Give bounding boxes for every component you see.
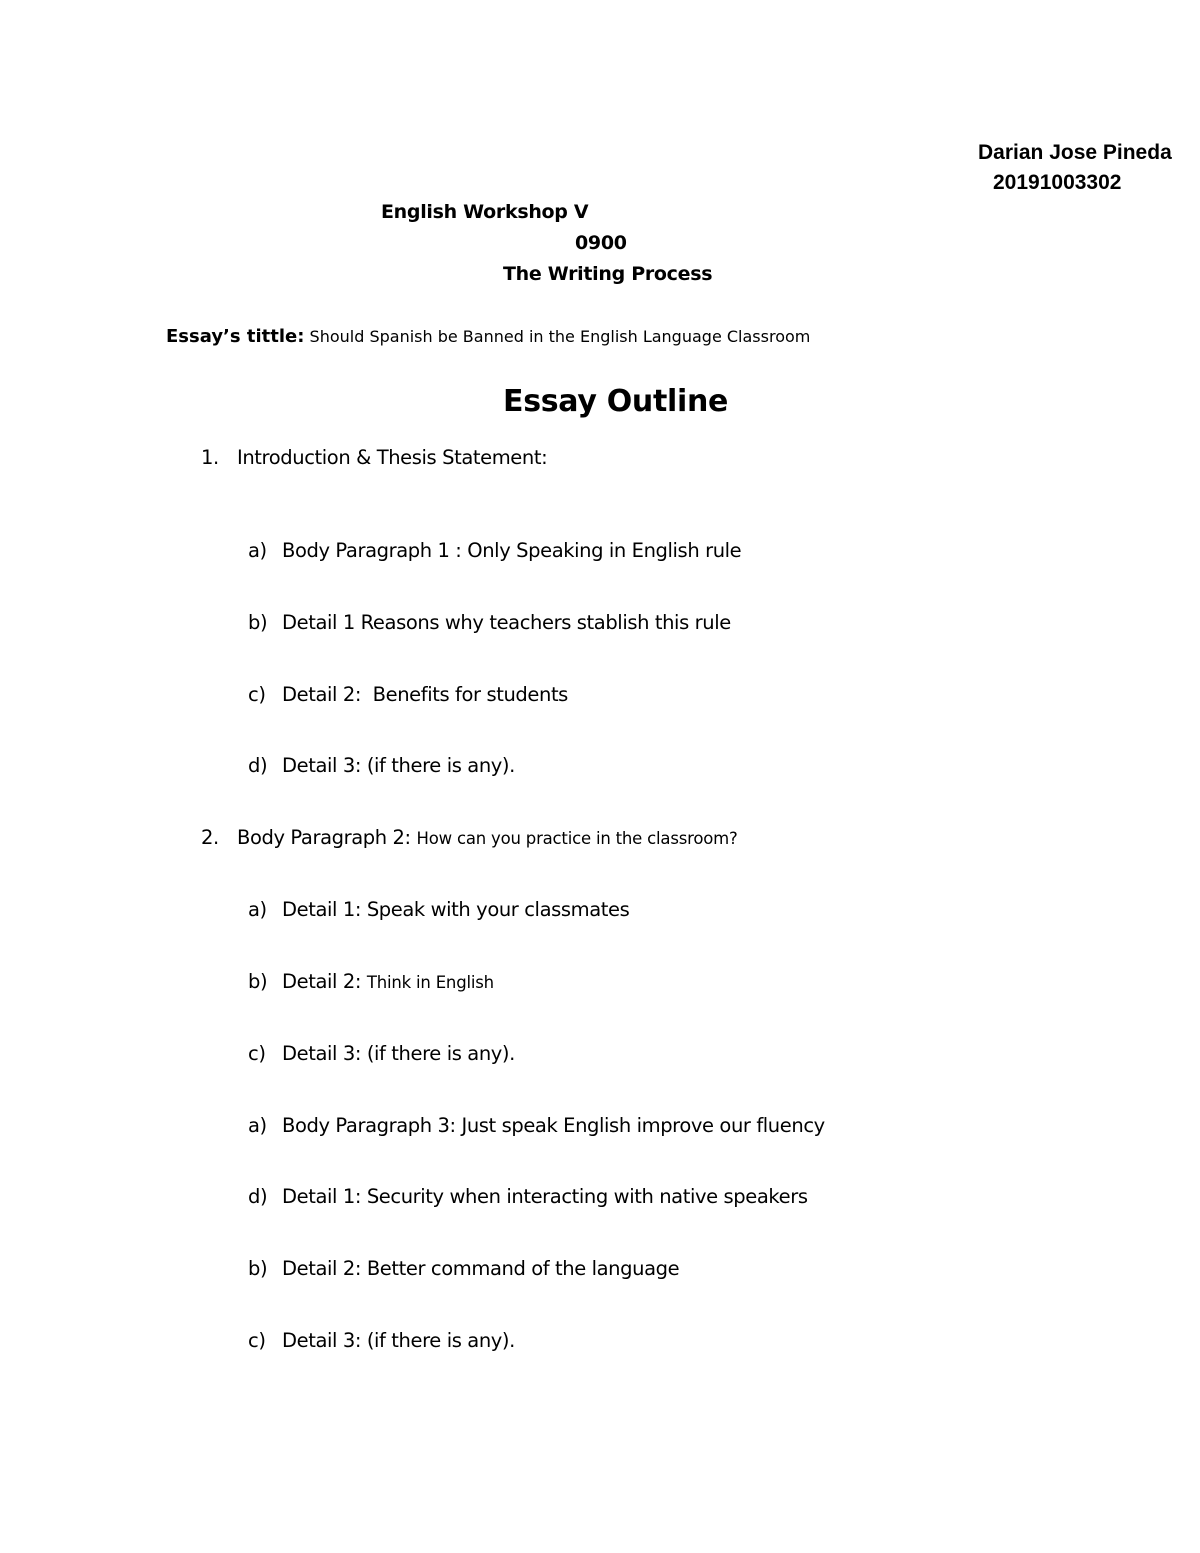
list-item-content <box>237 826 738 849</box>
list-item-text: Detail 3: (if there is any). <box>282 1329 515 1352</box>
list-item-text: Detail 1: Security when interacting with native speakers <box>282 1185 808 1208</box>
list-item-text: Body Paragraph 2: <box>237 826 411 849</box>
list-marker: c) <box>248 1042 266 1065</box>
author-id: 20191003302 <box>993 171 1122 194</box>
list-item-text: Detail 2: Benefits for students <box>282 683 568 706</box>
assignment-topic: The Writing Process <box>503 263 713 285</box>
list-marker: 2. <box>201 826 219 849</box>
essay-title-label: Essay’s tittle: <box>166 326 305 347</box>
list-item-text: Body Paragraph 3: Just speak English improve our fluency <box>282 1114 825 1137</box>
list-item-note: Think in English <box>366 973 494 992</box>
list-item-text: Introduction & Thesis Statement: <box>237 446 548 469</box>
list-marker: c) <box>248 1329 266 1352</box>
list-marker: b) <box>248 970 268 993</box>
list-item-text: Detail 3: (if there is any). <box>282 1042 515 1065</box>
list-item-text: Detail 2: <box>282 970 362 993</box>
course-name: English Workshop V <box>381 201 589 223</box>
list-item-text: Detail 1: Speak with your classmates <box>282 898 630 921</box>
list-marker: d) <box>248 754 268 777</box>
list-marker: a) <box>248 539 267 562</box>
list-marker: 1. <box>201 446 219 469</box>
essay-title-value: Should Spanish be Banned in the English Language Classroom <box>309 327 811 346</box>
list-marker: b) <box>248 611 268 634</box>
author-name: Darian Jose Pineda <box>978 141 1172 164</box>
list-marker: b) <box>248 1257 268 1280</box>
list-marker: a) <box>248 898 267 921</box>
list-item-note: How can you practice in the classroom? <box>416 829 738 848</box>
essay-title-line <box>166 326 810 347</box>
list-marker: c) <box>248 683 266 706</box>
list-item-content <box>282 970 494 993</box>
course-section: 0900 <box>575 232 627 254</box>
list-item-text: Detail 1 Reasons why teachers stablish this rule <box>282 611 731 634</box>
list-item-text: Body Paragraph 1 : Only Speaking in English rule <box>282 539 742 562</box>
list-item-text: Detail 2: Better command of the language <box>282 1257 680 1280</box>
list-item-text: Detail 3: (if there is any). <box>282 754 515 777</box>
list-marker: d) <box>248 1185 268 1208</box>
outline-heading: Essay Outline <box>503 384 729 419</box>
list-marker: a) <box>248 1114 267 1137</box>
